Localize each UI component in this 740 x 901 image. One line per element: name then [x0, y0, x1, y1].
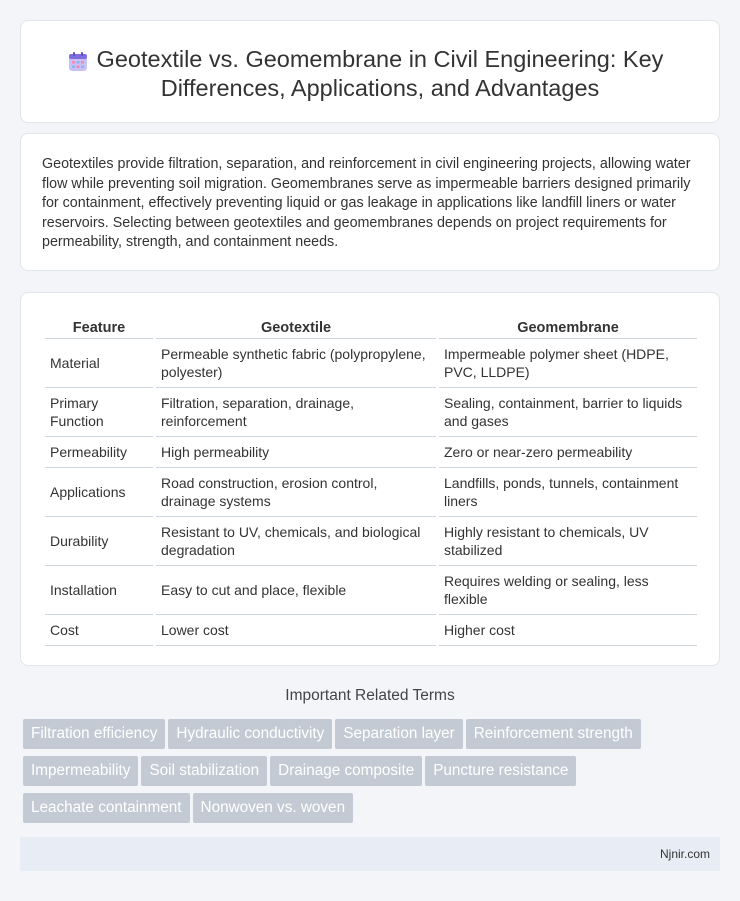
row-geotextile: High permeability: [156, 437, 436, 468]
row-geotextile: Resistant to UV, chemicals, and biological degradation: [156, 517, 436, 566]
row-geotextile: Lower cost: [156, 615, 436, 646]
footer-site-link[interactable]: Njnir.com: [659, 847, 710, 861]
table-header-row: [45, 315, 697, 339]
table-row: [45, 517, 697, 566]
comparison-card: [20, 292, 720, 666]
related-term-tag[interactable]: Separation layer: [335, 719, 462, 749]
table-row: [45, 388, 697, 437]
table-row: [45, 615, 697, 646]
row-feature: Permeability: [45, 437, 153, 468]
table-row: [45, 339, 697, 388]
related-term-tag[interactable]: Filtration efficiency: [23, 719, 165, 749]
related-term-tag[interactable]: Puncture resistance: [425, 756, 576, 786]
related-term-tag[interactable]: Hydraulic conductivity: [168, 719, 332, 749]
related-terms-heading: Important Related Terms: [285, 687, 455, 704]
header-geotextile: Geotextile: [156, 315, 436, 339]
footer: [20, 837, 720, 871]
row-geomembrane: Highly resistant to chemicals, UV stabilized: [439, 517, 697, 566]
header-geomembrane: Geomembrane: [439, 315, 697, 339]
row-geomembrane: Requires welding or sealing, less flexible: [439, 566, 697, 615]
title-card: [20, 20, 720, 123]
row-feature: Installation: [45, 566, 153, 615]
row-feature: Primary Function: [45, 388, 153, 437]
row-geomembrane: Impermeable polymer sheet (HDPE, PVC, LLDPE): [439, 339, 697, 388]
intro-card: [20, 133, 720, 271]
table-row: [45, 468, 697, 517]
row-geomembrane: Higher cost: [439, 615, 697, 646]
intro-paragraph: Geotextiles provide filtration, separation, and reinforcement in civil engineering projects, allowing water flow while preventing soil migration. Geomembranes serve as impermeable barriers designed primarily for containment, effectively preventing liquid or gas leakage in applications like landfill liners or water reservoirs. Selecting between geotextiles and geomembranes depends on project requirements for permeability, strength, and containment needs.: [42, 156, 691, 250]
related-term-tag[interactable]: Drainage composite: [270, 756, 422, 786]
related-term-tag[interactable]: Leachate containment: [23, 793, 190, 823]
row-geomembrane: Sealing, containment, barrier to liquids and gases: [439, 388, 697, 437]
row-geotextile: Road construction, erosion control, drainage systems: [156, 468, 436, 517]
page-title: Geotextile vs. Geomembrane in Civil Engineering: Key Differences, Applications, and Advantages: [96, 46, 664, 101]
table-row: [45, 437, 697, 468]
table-row: [45, 566, 697, 615]
row-feature: Applications: [45, 468, 153, 517]
comparison-table: [42, 315, 700, 646]
related-term-tag[interactable]: Reinforcement strength: [466, 719, 641, 749]
related-term-tag[interactable]: Impermeability: [23, 756, 138, 786]
row-geomembrane: Landfills, ponds, tunnels, containment liners: [439, 468, 697, 517]
related-terms-list: [23, 719, 703, 830]
row-geotextile: Easy to cut and place, flexible: [156, 566, 436, 615]
row-feature: Durability: [45, 517, 153, 566]
row-feature: Material: [45, 339, 153, 388]
row-geotextile: Permeable synthetic fabric (polypropylene, polyester): [156, 339, 436, 388]
row-geomembrane: Zero or near-zero permeability: [439, 437, 697, 468]
row-feature: Cost: [45, 615, 153, 646]
header-feature: Feature: [45, 315, 153, 339]
related-term-tag[interactable]: Soil stabilization: [141, 756, 267, 786]
row-geotextile: Filtration, separation, drainage, reinforcement: [156, 388, 436, 437]
related-term-tag[interactable]: Nonwoven vs. woven: [193, 793, 354, 823]
